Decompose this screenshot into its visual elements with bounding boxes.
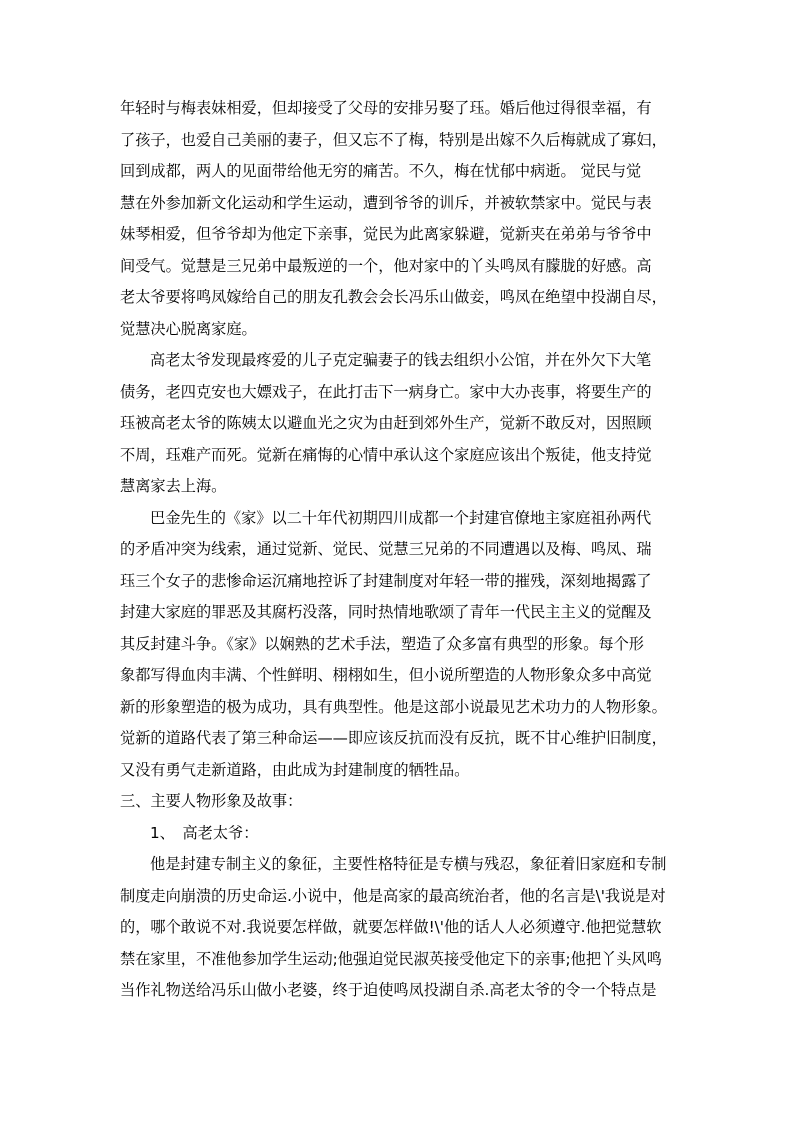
text-line: 老太爷要将鸣凤嫁给自己的朋友孔教会会长冯乐山做妾，鸣凤在绝望中投湖自尽， [120, 288, 667, 306]
text-line: 新的形象塑造的极为成功，具有典型性。他是这部小说最见艺术功力的人物形象。 [120, 697, 667, 716]
text-line: 三、主要人物形象及故事： [120, 792, 303, 810]
text-line: 制度走向崩溃的历史命运.小说中，他是高家的最高统治者，他的名言是\'我说是对 [120, 886, 666, 905]
text-line: 封建大家庭的罪恶及其腐朽没落，同时热情地歌颂了青年一代民主主义的觉醒及 [120, 603, 652, 621]
text-line: 慧在外参加新文化运动和学生运动，遭到爷爷的训斥，并被软禁家中。觉民与表 [120, 193, 652, 212]
text-line: 债务，老四克安也大嫖戏子，在此打击下一病身亡。家中大办丧事，将要生产的 [120, 382, 652, 401]
text-line: 年轻时与梅表妹相爱，但却接受了父母的安排另娶了珏。婚后他过得很幸福，有 [120, 99, 652, 117]
text-line: 高老太爷发现最疼爱的儿子克定骗妻子的钱去组织小公馆，并在外欠下大笔 [150, 351, 652, 369]
text-line: 禁在家里，不准他参加学生运动;他强迫觉民淑英接受他定下的亲事;他把丫头风鸣 [120, 949, 662, 968]
text-line: 慧离家去上海。 [120, 477, 227, 495]
text-line: 觉慧决心脱离家庭。 [120, 319, 257, 338]
text-line: 当作礼物送给冯乐山做小老婆，终于迫使鸣凤投湖自杀.高老太爷的令一个特点是 [120, 981, 657, 999]
text-line: 回到成都，两人的见面带给他无穷的痛苦。不久，梅在忧郁中病逝。 觉民与觉 [120, 162, 642, 180]
text-line: 了孩子，也爱自己美丽的妻子，但又忘不了梅，特别是出嫁不久后梅就成了寡妇， [120, 130, 667, 149]
text-line: 的矛盾冲突为线索，通过觉新、觉民、觉慧三兄弟的不同遭遇以及梅、鸣凤、瑞 [120, 540, 652, 558]
text-line: 又没有勇气走新道路，由此成为封建制度的牺牲品。 [120, 760, 470, 779]
text-line: 间受气。觉慧是三兄弟中最叛逆的一个，他对家中的丫头鸣凤有朦胧的好感。高 [120, 256, 652, 275]
text-line: 珏被高老太爷的陈姨太以避血光之灾为由赶到郊外生产，觉新不敢反对，因照顾 [120, 414, 652, 432]
document-body [120, 93, 680, 1007]
text-line: 他是封建专制主义的象征，主要性格特征是专横与残忍，象征着旧家庭和专制 [150, 855, 667, 873]
text-line: 1、 高老太爷： [150, 823, 259, 842]
text-line: 其反封建斗争。《家》以娴熟的艺术手法，塑造了众多富有典型的形象。每个形 [120, 634, 644, 653]
text-line: 珏三个女子的悲惨命运沉痛地控诉了封建制度对年轻一带的摧残，深刻地揭露了 [120, 571, 652, 590]
text-line: 妹琴相爱，但爷爷却为他定下亲事，觉民为此离家躲避，觉新夹在弟弟与爷爷中 [120, 225, 652, 243]
text-line: 巴金先生的《家》以二十年代初期四川成都一个封建官僚地主家庭祖孙两代 [150, 508, 652, 527]
text-line: 的，哪个敢说不对.我说要怎样做，就要怎样做!\'他的话人人必须遵守.他把觉慧软 [120, 918, 662, 936]
text-line: 象都写得血肉丰满、个性鲜明、栩栩如生，但小说所塑造的人物形象众多中高觉 [120, 666, 652, 684]
text-line: 不周，珏难产而死。觉新在痛悔的心情中承认这个家庭应该出个叛徒，他支持觉 [120, 445, 652, 464]
text-line: 觉新的道路代表了第三种命运——即应该反抗而没有反抗，既不甘心维护旧制度， [120, 729, 667, 747]
